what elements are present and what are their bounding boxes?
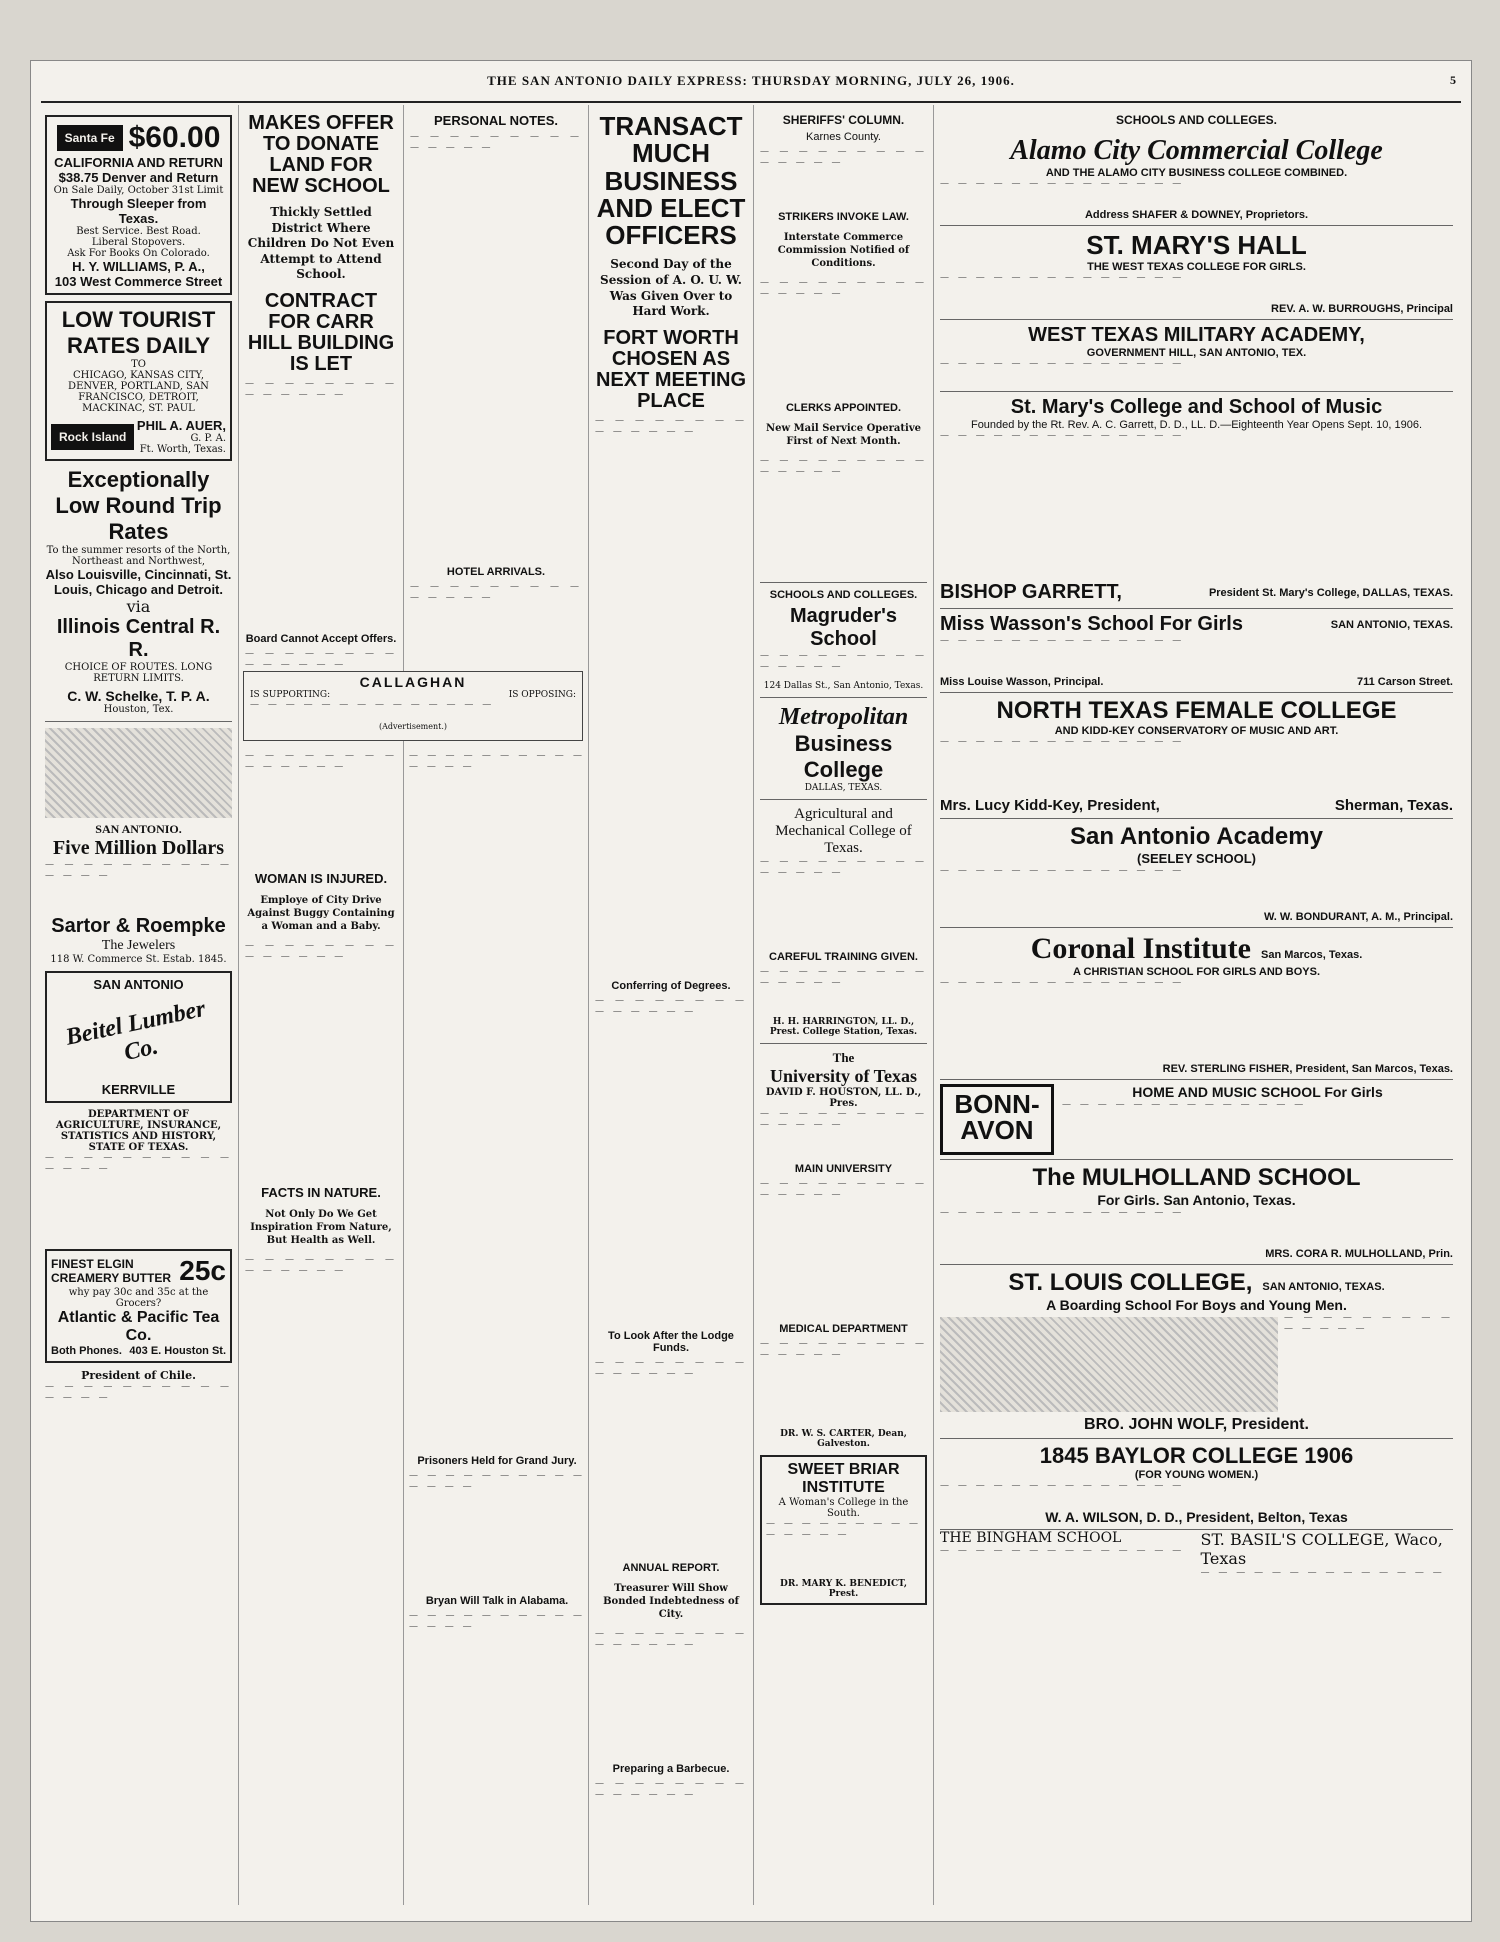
woman-injured-headline: WOMAN IS INJURED. <box>254 871 388 886</box>
saa-title: San Antonio Academy <box>1070 823 1323 850</box>
saa-text <box>940 866 1453 911</box>
ntfc-text <box>940 737 1453 797</box>
st-louis-president: BRO. JOHN WOLF, President. <box>1084 1416 1309 1433</box>
column-1 <box>39 105 239 1905</box>
illinois-via: via <box>126 597 151 616</box>
sartor-sub: The Jewelers <box>101 938 176 953</box>
st-marys-music-title: St. Mary's College and School of Music <box>1010 396 1383 418</box>
mulholland-text <box>940 1208 1453 1248</box>
st-marys-music-text <box>940 431 1453 581</box>
personal-notes-text <box>410 132 582 562</box>
santa-fe-stop: Liberal Stopovers. <box>91 237 186 248</box>
ut-the: The <box>832 1050 855 1065</box>
sartor-name: Sartor & Roempke <box>51 915 226 937</box>
st-marys-music <box>940 392 1453 609</box>
illinois-title: Exceptionally Low Round Trip Rates <box>55 467 222 544</box>
ut-main: MAIN UNIVERSITY <box>794 1163 893 1175</box>
lower-col3 <box>409 751 585 1901</box>
ut-medical-text <box>760 1339 927 1429</box>
beitel-lumber-ad <box>45 971 232 1103</box>
woman-injured-deck: Employe of City Drive Against Buggy Containing a Woman and a Baby. <box>247 895 395 932</box>
strikers-text <box>760 278 927 398</box>
saa-seeley: (SEELEY SCHOOL) <box>1137 851 1256 866</box>
sartor-body-text <box>45 860 232 915</box>
lower-col2 <box>245 751 397 1901</box>
wasson-loc: SAN ANTONIO, TEXAS. <box>1330 618 1453 631</box>
sartor-roempke-ad <box>45 728 232 965</box>
st-basil-title: ST. BASIL'S COLLEGE, Waco, Texas <box>1200 1530 1443 1568</box>
bonn-avon-logo: BONN-AVON <box>940 1084 1054 1155</box>
coronal-sub: A CHRISTIAN SCHOOL FOR GIRLS AND BOYS. <box>1072 966 1321 978</box>
donate-land-headline: MAKES OFFER TO DONATE LAND FOR NEW SCHOOL <box>248 112 394 197</box>
coronal-institute <box>940 928 1453 1080</box>
callaghan-opposing: IS OPPOSING: <box>508 690 576 700</box>
barbecue-headline: Preparing a Barbecue. <box>612 1762 730 1775</box>
st-marys-hall-principal: REV. A. W. BURROUGHS, Principal <box>1271 303 1453 315</box>
separator <box>760 1043 927 1044</box>
tourist-gpa: G. P. A. <box>190 433 226 444</box>
bonn-avon-title: HOME AND MUSIC SCHOOL For Girls <box>1132 1084 1383 1100</box>
separator <box>45 721 232 722</box>
coronal-president: REV. STERLING FISHER, President, San Marcos, Texas. <box>1162 1063 1453 1075</box>
ntfc-sub: AND KIDD-KEY CONSERVATORY OF MUSIC AND ART. <box>1054 725 1339 737</box>
tourist-cities: CHICAGO, KANSAS CITY, DENVER, PORTLAND, SAN FRANCISCO, DETROIT, MACKINAC, ST. PAUL <box>68 370 209 414</box>
miss-wasson-school <box>940 609 1453 693</box>
chile-headline: President of Chile. <box>81 1369 196 1382</box>
jewelers-emblem-image <box>45 728 232 818</box>
metropolitan-title: Metropolitan <box>778 704 909 730</box>
wasson-text <box>940 636 1453 676</box>
ut-title: University of Texas <box>769 1066 917 1086</box>
sweet-briar-text <box>766 1519 921 1579</box>
newspaper-page <box>30 60 1472 1922</box>
baylor-president: W. A. WILSON, D. D., President, Belton, Texas <box>1045 1509 1348 1525</box>
st-marys-music-sub: Founded by the Rt. Rev. A. C. Garrett, D. D., LL. D.—Eighteenth Year Opens Sept. 10, 1906. <box>970 419 1423 431</box>
sartor-place: SAN ANTONIO. <box>95 822 182 836</box>
illinois-choice: CHOICE OF ROUTES. LONG RETURN LIMITS. <box>64 662 213 684</box>
sweet-briar-title: SWEET BRIAR INSTITUTE <box>787 1461 900 1496</box>
personal-notes-headline: PERSONAL NOTES. <box>433 113 558 128</box>
sweet-briar-president: DR. MARY K. BENEDICT, Prest. <box>780 1579 907 1599</box>
st-louis-text <box>1284 1313 1453 1408</box>
strikers-headline: STRIKERS INVOKE LAW. <box>778 211 909 223</box>
mulholland-school <box>940 1160 1453 1265</box>
facts-nature-deck: Not Only Do We Get Inspiration From Nature, But Health as Well. <box>250 1209 392 1246</box>
ut-medical: MEDICAL DEPARTMENT <box>779 1323 908 1335</box>
st-louis-building-image <box>940 1317 1278 1412</box>
metro-city: DALLAS, TEXAS. <box>804 783 883 793</box>
magruder-text <box>760 651 927 681</box>
arrivals-list-text <box>409 751 585 1451</box>
schools-headline-left: SCHOOLS AND COLLEGES. <box>769 589 918 601</box>
north-texas-female-college <box>940 693 1453 819</box>
st-marys-hall <box>940 226 1453 320</box>
mail-deck: New Mail Service Operative First of Next Month. <box>765 423 922 447</box>
facts-nature-text <box>245 1255 397 1755</box>
careful-training: CAREFUL TRAINING GIVEN. <box>769 951 918 963</box>
illinois-central-ad <box>45 467 232 715</box>
illinois-rr: Illinois Central R. R. <box>56 616 221 661</box>
santa-fe-dest: CALIFORNIA AND RETURN <box>54 155 223 170</box>
wtma-title: WEST TEXAS MILITARY ACADEMY, <box>1028 324 1365 346</box>
ut-president: DAVID F. HOUSTON, LL. D., Pres. <box>765 1087 922 1109</box>
st-louis-sub: A Boarding School For Boys and Young Men. <box>1046 1297 1347 1313</box>
tourist-rates-ad <box>45 301 232 461</box>
sartor-title: Five Million Dollars <box>52 837 225 859</box>
funds-subhead: To Look After the Lodge Funds. <box>608 1329 734 1354</box>
coronal-loc: San Marcos, Texas. <box>1261 949 1363 961</box>
beitel-name: Beitel Lumber Co. <box>63 995 208 1066</box>
harrington: H. H. HARRINGTON, LL. D., Prest. College Station, Texas. <box>769 1017 918 1037</box>
treasurer-deck: Treasurer Will Show Bonded Indebtedness of City. <box>603 1582 739 1620</box>
hotel-arrivals-headline: HOTEL ARRIVALS. <box>446 566 546 578</box>
illinois-agent: C. W. Schelke, T. P. A. <box>67 688 210 704</box>
santa-fe-denver: $38.75 Denver and Return <box>58 170 219 185</box>
kidd-key: Mrs. Lucy Kidd-Key, President, <box>940 797 1160 814</box>
callaghan-box <box>243 671 583 741</box>
wtma-loc: GOVERNMENT HILL, SAN ANTONIO, TEX. <box>1086 347 1307 359</box>
agri-mech-text <box>760 857 927 947</box>
san-antonio-academy <box>940 819 1453 928</box>
fort-worth-headline: FORT WORTH CHOSEN AS NEXT MEETING PLACE <box>595 326 746 412</box>
callaghan-title: CALLAGHAN <box>359 674 467 690</box>
beitel-city: SAN ANTONIO <box>93 977 184 992</box>
mail-text <box>760 456 927 576</box>
elgin-title: FINEST ELGIN CREAMERY BUTTER <box>51 1257 172 1285</box>
separator <box>760 799 927 800</box>
santa-fe-ask: Ask For Books On Colorado. <box>67 248 210 259</box>
separator <box>760 697 927 698</box>
coronal-text <box>940 978 1453 1063</box>
prisoners-text <box>409 1471 585 1591</box>
santa-fe-logo: Santa Fe <box>57 125 123 151</box>
saa-principal: W. W. BONDURANT, A. M., Principal. <box>1263 911 1453 923</box>
chile-body-text <box>45 1382 232 1422</box>
st-louis-loc: SAN ANTONIO, TEXAS. <box>1262 1281 1385 1293</box>
illinois-city: Houston, Tex. <box>103 704 174 715</box>
west-texas-military <box>940 320 1453 392</box>
baylor-title: 1845 BAYLOR COLLEGE 1906 <box>1039 1443 1354 1468</box>
aouw-story-text <box>595 416 747 976</box>
prisoners-headline: Prisoners Held for Grand Jury. <box>417 1455 577 1467</box>
st-louis-college <box>940 1265 1453 1439</box>
baylor-college <box>940 1439 1453 1530</box>
hotel-arrivals-text <box>410 582 582 672</box>
st-basil-text <box>1201 1568 1454 1608</box>
bingham-text <box>940 1546 1193 1586</box>
beitel-kerrville: KERRVILLE <box>101 1082 176 1097</box>
tax-story-text <box>245 751 397 861</box>
bonn-avon-text <box>1062 1100 1453 1155</box>
schools-header: SCHOOLS AND COLLEGES. <box>1116 113 1277 127</box>
page-number: 5 <box>1450 73 1457 87</box>
alamo-sub: AND THE ALAMO CITY BUSINESS COLLEGE COMBINED. <box>1045 167 1348 179</box>
santa-fe-ad <box>45 115 232 295</box>
illinois-to: To the summer resorts of the North, Northeast and Northwest, <box>46 545 231 567</box>
aouw-headline: TRANSACT MUCH BUSINESS AND ELECT OFFICERS <box>596 111 746 251</box>
st-marys-hall-sub: THE WEST TEXAS COLLEGE FOR GIRLS. <box>1087 261 1306 273</box>
agriculture-dept-notice: DEPARTMENT OF AGRICULTURE, INSURANCE, STATISTICS AND HISTORY, STATE OF TEXAS. <box>55 1109 222 1153</box>
facts-nature-headline: FACTS IN NATURE. <box>261 1185 381 1200</box>
alamo-addr: Address SHAFER & DOWNEY, Proprietors. <box>1084 209 1309 221</box>
elgin-butter-ad <box>45 1249 232 1363</box>
baylor-sub: (FOR YOUNG WOMEN.) <box>1134 1469 1259 1481</box>
degrees-subhead: Conferring of Degrees. <box>611 979 731 992</box>
masthead <box>31 61 1471 101</box>
tourist-city: Ft. Worth, Texas. <box>139 444 226 455</box>
santa-fe-price: $60.00 <box>128 121 221 154</box>
atlantic-name: Atlantic & Pacific Tea Co. <box>57 1309 220 1344</box>
bottom-schools <box>940 1530 1453 1608</box>
mulholland-title: The MULHOLLAND SCHOOL <box>1032 1164 1361 1191</box>
elgin-price: 25c <box>179 1255 226 1286</box>
ut-text <box>760 1109 927 1159</box>
callaghan-list <box>250 700 576 722</box>
careful-text <box>760 967 927 1017</box>
school-story-text <box>245 379 397 629</box>
aouw-deck: Second Day of the Session of A. O. U. W. Was Given Over to Hard Work. <box>600 257 742 319</box>
atlantic-addr: 403 E. Houston St. <box>129 1345 226 1357</box>
alamo-city-college <box>940 131 1453 226</box>
callaghan-adv: (Advertisement.) <box>378 722 448 731</box>
sartor-addr: 118 W. Commerce St. Estab. 1845. <box>50 954 227 965</box>
santa-fe-onsale: On Sale Daily, October 31st Limit <box>53 185 224 196</box>
board-subhead: Board Cannot Accept Offers. <box>245 632 397 645</box>
bingham-title: THE BINGHAM SCHOOL <box>940 1530 1122 1546</box>
sherman: Sherman, Texas. <box>1334 797 1453 814</box>
degrees-text <box>595 996 747 1326</box>
bonn-avon-school <box>940 1080 1453 1160</box>
bishop-garrett: BISHOP GARRETT, <box>940 581 1122 603</box>
alamo-text <box>940 179 1453 209</box>
magruder-addr: 124 Dallas St., San Antonio, Texas. <box>763 681 924 691</box>
santa-fe-agent: H. Y. WILLIAMS, P. A., <box>72 259 205 274</box>
sweet-briar-ad <box>760 1455 927 1605</box>
wasson-title: Miss Wasson's School For Girls <box>940 613 1243 635</box>
barbecue-text <box>595 1779 747 1829</box>
baylor-text <box>940 1481 1453 1509</box>
illinois-also: Also Louisville, Cincinnati, St. Louis, Chicago and Detroit. <box>45 567 232 597</box>
mulholland-principal: MRS. CORA R. MULHOLLAND, Prin. <box>1265 1248 1453 1260</box>
funds-text <box>595 1358 747 1558</box>
st-louis-title: ST. LOUIS COLLEGE, <box>1008 1269 1253 1296</box>
treasurer-text <box>595 1629 747 1759</box>
woman-injured-text <box>245 941 397 1181</box>
bishop-garrett-sub: President St. Mary's College, DALLAS, TEXAS. <box>1208 586 1453 599</box>
donate-land-deck: Thickly Settled District Where Children Do Not Even Attempt to Attend School. <box>247 205 395 282</box>
dept-body-text <box>45 1153 232 1243</box>
magruder-title: Magruder's School <box>789 605 897 650</box>
business-college-title: Business College <box>794 731 893 782</box>
elgin-question: why pay 30c and 35c at the Grocers? <box>68 1287 209 1309</box>
wasson-addr: 711 Carson Street. <box>1357 676 1453 688</box>
annual-report-headline: ANNUAL REPORT. <box>622 1561 720 1574</box>
tourist-to: TO <box>131 359 146 370</box>
interstate-deck: Interstate Commerce Commission Notified of Conditions. <box>777 232 910 269</box>
coronal-title: Coronal Institute <box>1030 932 1251 965</box>
masthead-rule <box>41 101 1461 103</box>
alamo-title: Alamo City Commercial College <box>1010 135 1383 166</box>
santa-fe-sleeper: Through Sleeper from Texas. <box>70 196 207 226</box>
st-marys-hall-text <box>940 273 1453 303</box>
separator <box>760 582 927 583</box>
column-5 <box>754 105 934 1905</box>
carr-hill-headline: CONTRACT FOR CARR HILL BUILDING IS LET <box>247 289 395 375</box>
clerks-headline: CLERKS APPOINTED. <box>785 402 902 414</box>
callaghan-supporting: IS SUPPORTING: <box>250 690 331 700</box>
ut-main-text <box>760 1179 927 1319</box>
ntfc-title: NORTH TEXAS FEMALE COLLEGE <box>996 697 1397 724</box>
atlantic-phones: Both Phones. <box>51 1345 122 1357</box>
tourist-agent: PHIL A. AUER, <box>136 418 226 433</box>
sweet-briar-sub: A Woman's College in the South. <box>778 1497 909 1519</box>
sheriffs-headline: SHERIFFS' COLUMN. <box>782 113 905 127</box>
masthead-line: THE SAN ANTONIO DAILY EXPRESS: THURSDAY MORNING, JULY 26, 1906. <box>487 73 1015 88</box>
karnes-text <box>760 147 927 207</box>
agri-mech-title: Agricultural and Mechanical College of Texas. <box>775 806 912 856</box>
rock-island-logo: Rock Island <box>51 424 134 450</box>
wtma-text <box>940 359 1453 387</box>
column-4 <box>589 105 754 1905</box>
santa-fe-addr: 103 West Commerce Street <box>54 274 223 289</box>
ut-carter: DR. W. S. CARTER, Dean, Galveston. <box>780 1429 907 1449</box>
santa-fe-best: Best Service. Best Road. <box>76 226 201 237</box>
bryan-text <box>409 1611 585 1731</box>
column-6 <box>934 105 1459 1905</box>
bryan-headline: Bryan Will Talk in Alabama. <box>425 1595 569 1607</box>
st-marys-hall-title: ST. MARY'S HALL <box>1086 230 1307 260</box>
wasson-principal: Miss Louise Wasson, Principal. <box>940 676 1104 688</box>
mulholland-sub: For Girls. San Antonio, Texas. <box>1097 1192 1296 1208</box>
tourist-title: LOW TOURIST RATES DAILY <box>61 307 216 358</box>
karnes-subhead: Karnes County. <box>805 131 881 143</box>
